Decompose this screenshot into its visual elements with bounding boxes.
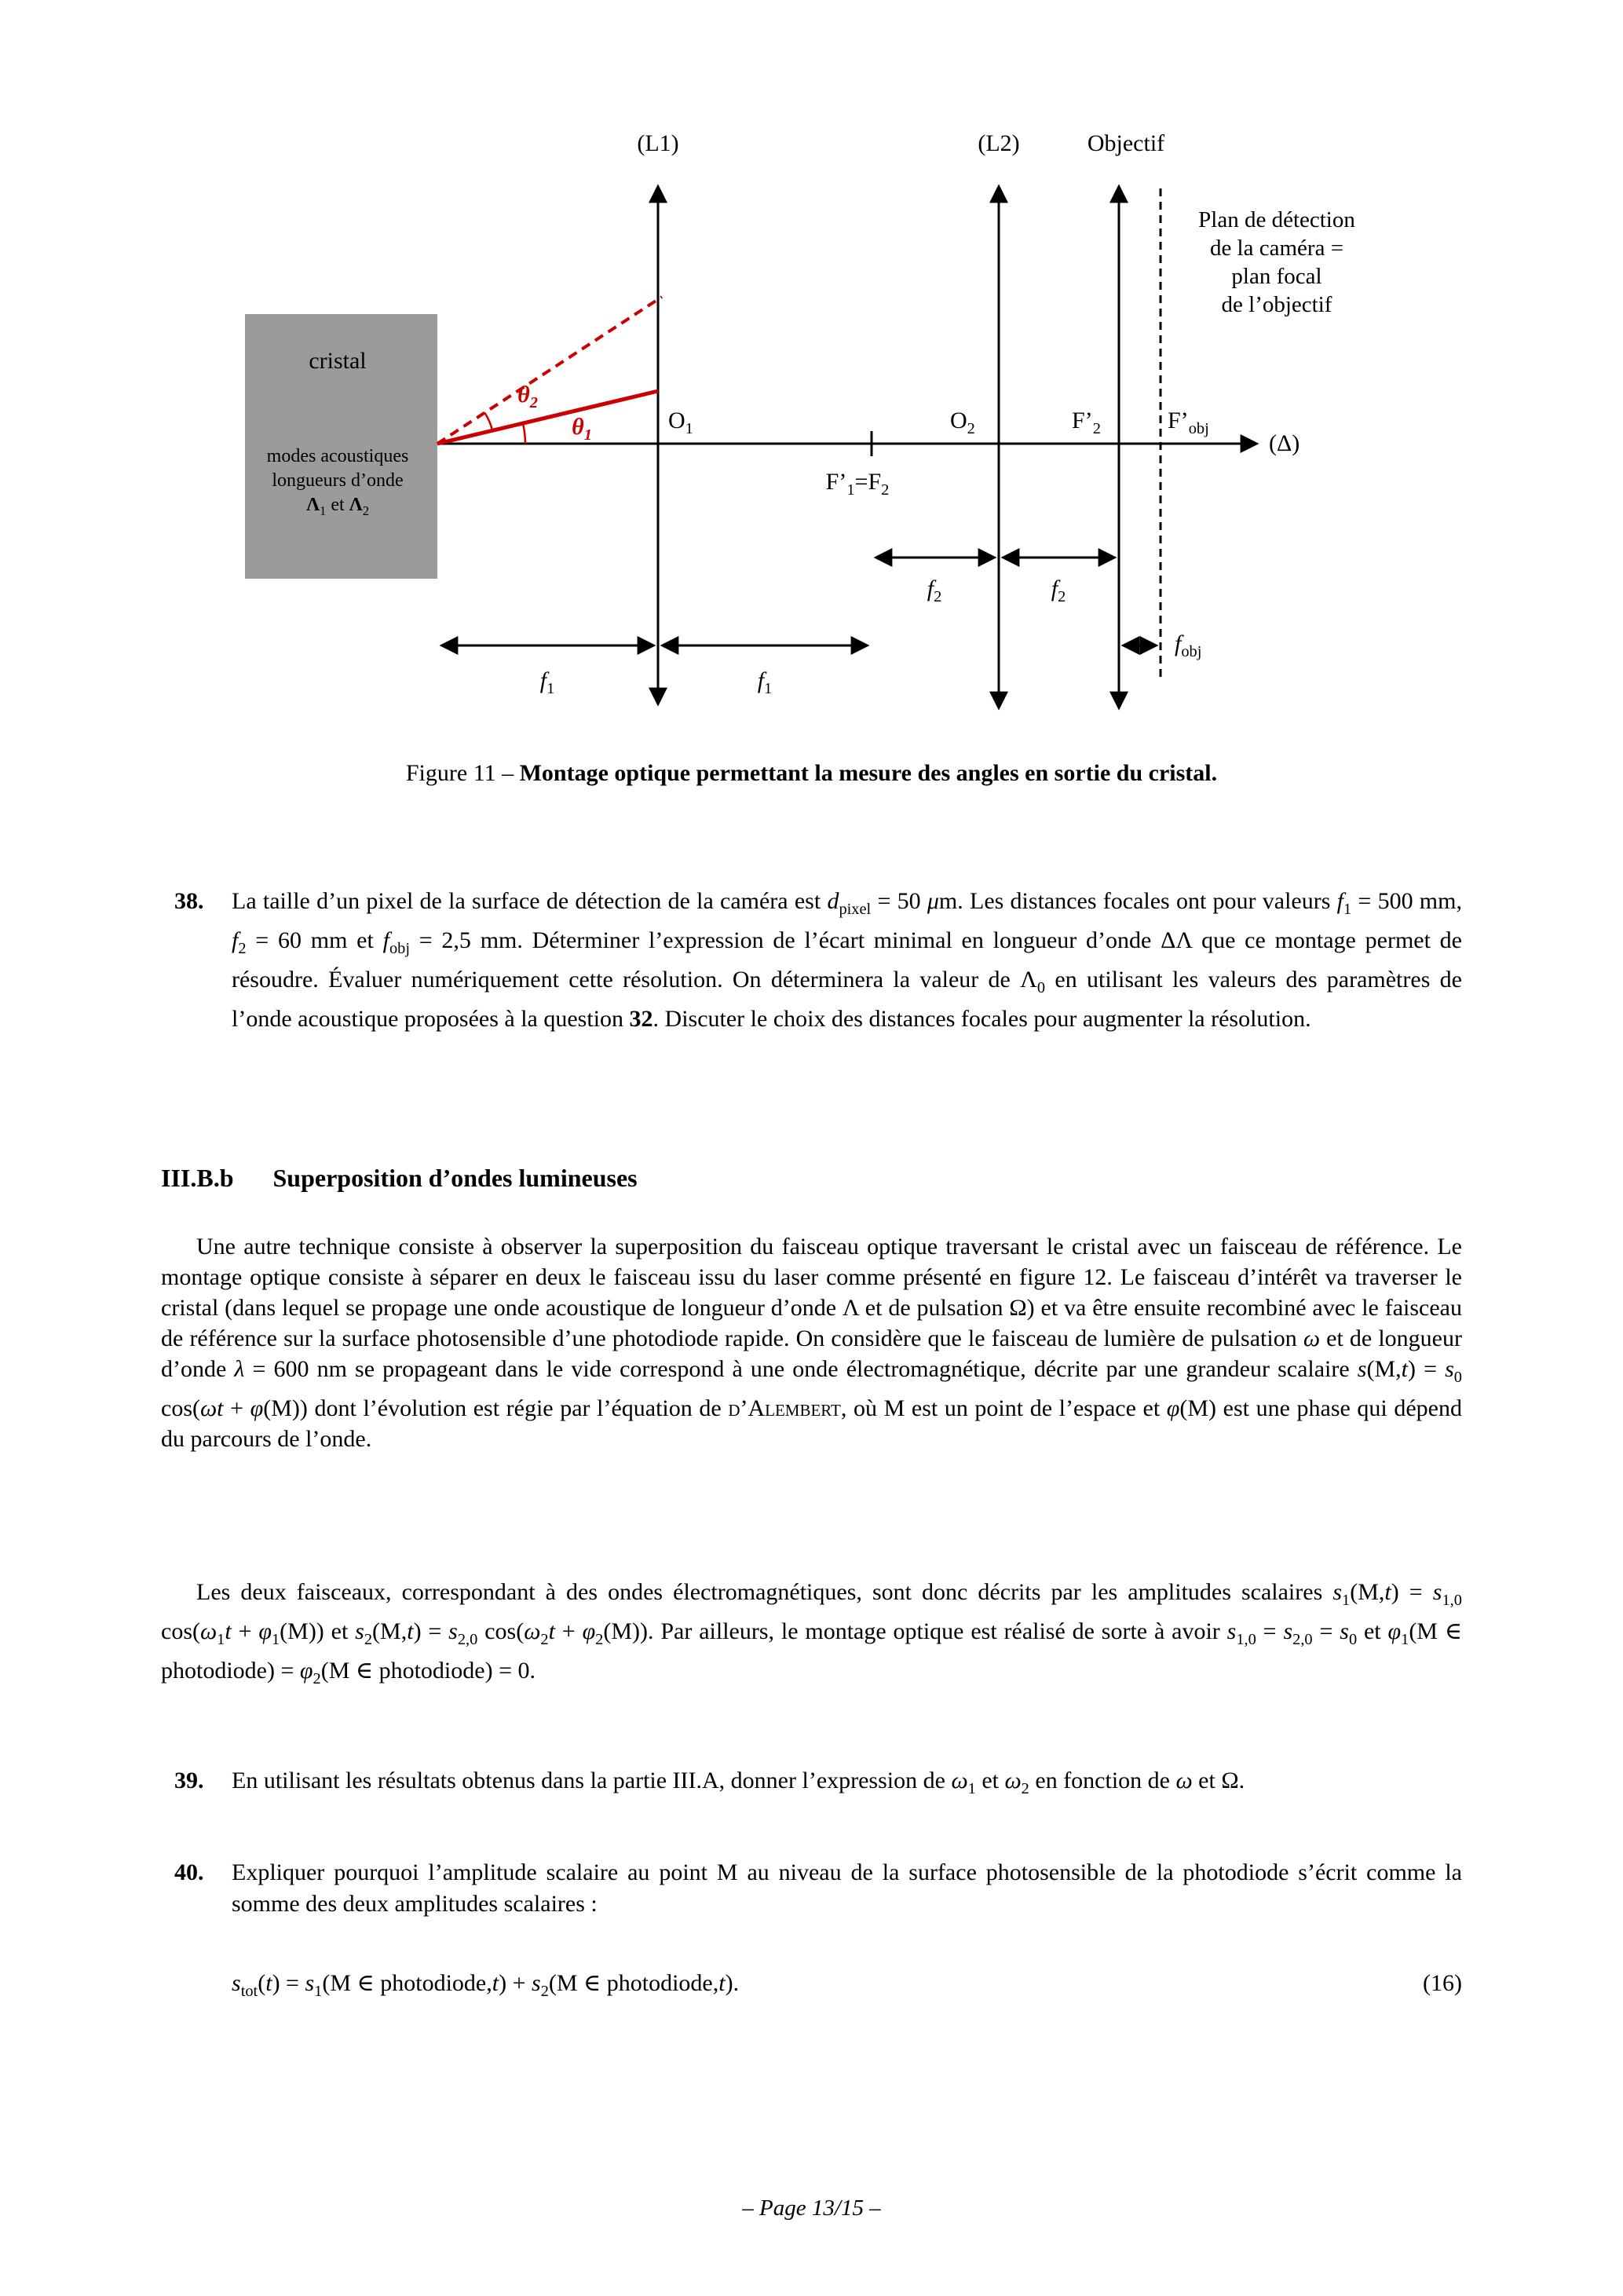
section-id: III.B.b xyxy=(161,1164,234,1192)
theta2-angle-arc xyxy=(484,413,492,431)
question-39-text: En utilisant les résultats obtenus dans la partie III.A, donner l’expression de $\omega_1$ et $\omega_2$ en fonction de ω et Ω. xyxy=(232,1768,1245,1797)
crystal-label: cristal xyxy=(309,348,367,374)
fobj-dim-label: $f_{obj}$ xyxy=(1175,631,1202,660)
f1-right-dim-label: $f_1$ xyxy=(757,667,773,697)
f2-right-dim-label: $f_2$ xyxy=(1051,576,1066,605)
f1-left-dim-label: $f_1$ xyxy=(539,667,555,697)
delta-axis-label: (Δ) xyxy=(1269,430,1300,456)
detection-plane-line4: de l’objectif xyxy=(1221,292,1332,317)
theta2-label: $\theta_2$ xyxy=(517,382,538,411)
f2-prime-label: $F’_2$ xyxy=(1072,408,1101,437)
acoustic-modes-line2: longueurs d’onde xyxy=(272,470,404,491)
question-39-number: 39. xyxy=(174,1768,204,1793)
question-40-text: Expliquer pourquoi l’amplitude scalaire au point M au niveau de la surface photosensible de la photodiode s’écrit comme la somme des deux amplitudes scalaires : xyxy=(232,1859,1462,1917)
diffracted-ray-theta2 xyxy=(437,297,662,444)
f1prime-equals-f2-label: $F’_1=F_2$ xyxy=(825,469,890,499)
question-38 xyxy=(161,886,1462,1035)
equation-16 xyxy=(161,1969,1462,2001)
detection-plane-line2: de la caméra = xyxy=(1209,236,1344,261)
fobj-prime-label: $F’_{obj}$ xyxy=(1168,408,1209,437)
section-heading-IIIBb xyxy=(161,1164,1462,1193)
acoustic-modes-line3: $\Lambda_1$ et $\Lambda_2$ xyxy=(305,495,370,518)
question-38-text: La taille d’un pixel de la surface de détection de la caméra est $d_{pixel} = 50$ μm. Les distances focales ont pour valeurs $f_1 = 500$ mm, $f_2 = 60$ mm et $f_{obj} = 2,5$ mm. Déterminer l’expression de l’écart minimal en longueur d’onde ΔΛ que ce montage permet de résoudre. Évaluer numériquement cette résolution. On déterminera la valeur de $\Lambda_0$ en utilisant les valeurs des paramètres de l’onde acoustique proposées à la question 32. Discuter le choix des distances focales pour augmenter la résolution. xyxy=(232,888,1462,1032)
equation-16-body: $s_{tot}(t) = s_1(M$ ∈ photodiode,t) + $s_2(M$ ∈ photodiode,t). xyxy=(232,1970,740,2000)
question-38-number: 38. xyxy=(174,888,204,914)
detection-plane-line3: plan focal xyxy=(1231,264,1322,289)
theta1-label: $\theta_1$ xyxy=(572,414,592,444)
section-title: Superposition d’ondes lumineuses xyxy=(272,1164,638,1192)
lens2-label: (L2) xyxy=(978,130,1020,156)
paragraph-superposition-intro: Une autre technique consiste à observer la superposition du faisceau optique traversant le cristal avec un faisceau de référence. Le montage optique consiste à séparer en deux le faisceau issu du laser comme présenté en figure 12. Le faisceau d’intérêt va traverser le cristal (dans lequel se propage une onde acoustique de longueur d’onde Λ et de pulsation Ω) et va être ensuite recombiné avec le faisceau de référence sur la surface photosensible d’une photodiode rapide. On considère que le faisceau de lumière de pulsation ω et de longueur d’onde λ = 600 nm se propageant dans le vide correspond à une onde électromagnétique, décrite par une grandeur scalaire $s(M,t) = s_0$ cos(ωt + φ(M)) dont l’évolution est régie par l’équation de d’Alembert, où M est un point de l’espace et φ(M) est une phase qui dépend du parcours de l’onde. xyxy=(161,1234,1462,1452)
question-40 xyxy=(161,1857,1462,1920)
detection-plane-label xyxy=(1172,206,1382,319)
f2-left-dim-label: $f_2$ xyxy=(927,576,942,605)
optical-diagram xyxy=(0,0,1623,793)
figure-caption-number: Figure 11 – xyxy=(405,760,514,786)
question-40-number: 40. xyxy=(174,1859,204,1885)
paragraph-two-beams: Les deux faisceaux, correspondant à des ondes électromagnétiques, sont donc décrits par les amplitudes scalaires $s_1(M,t) = s_{1,0}$ $\cos(\omega_1t + \varphi_1(M))$ et $s_2(M,t) = s_{2,0}$ $\cos(\omega_2t + \varphi_2(M))$. Par ailleurs, le montage optique est réalisé de sorte à avoir $s_{1,0} = s_{2,0} = s_0$ et $\varphi_1(M$ ∈ photodiode) = $\varphi_2(M$ ∈ photodiode) = 0. xyxy=(161,1579,1463,1687)
objectif-label: Objectif xyxy=(1087,130,1165,156)
o1-label: $O_1$ xyxy=(668,408,693,437)
detection-plane-line1: Plan de détection xyxy=(1198,207,1355,232)
figure-caption xyxy=(0,760,1623,787)
lens1-label: (L1) xyxy=(637,130,679,156)
figure-11 xyxy=(0,0,1623,793)
acoustic-modes-label xyxy=(236,444,440,523)
figure-caption-title: Montage optique permettant la mesure des angles en sortie du cristal. xyxy=(519,760,1218,786)
acoustic-modes-line1: modes acoustiques xyxy=(266,446,409,466)
o2-label: $O_2$ xyxy=(950,408,975,437)
page-footer: – Page 13/15 – xyxy=(742,2195,881,2221)
theta1-angle-arc xyxy=(523,423,525,444)
question-39 xyxy=(161,1765,1462,1804)
equation-16-number: (16) xyxy=(1423,1970,1462,1996)
diffracted-ray-theta1 xyxy=(437,391,658,444)
